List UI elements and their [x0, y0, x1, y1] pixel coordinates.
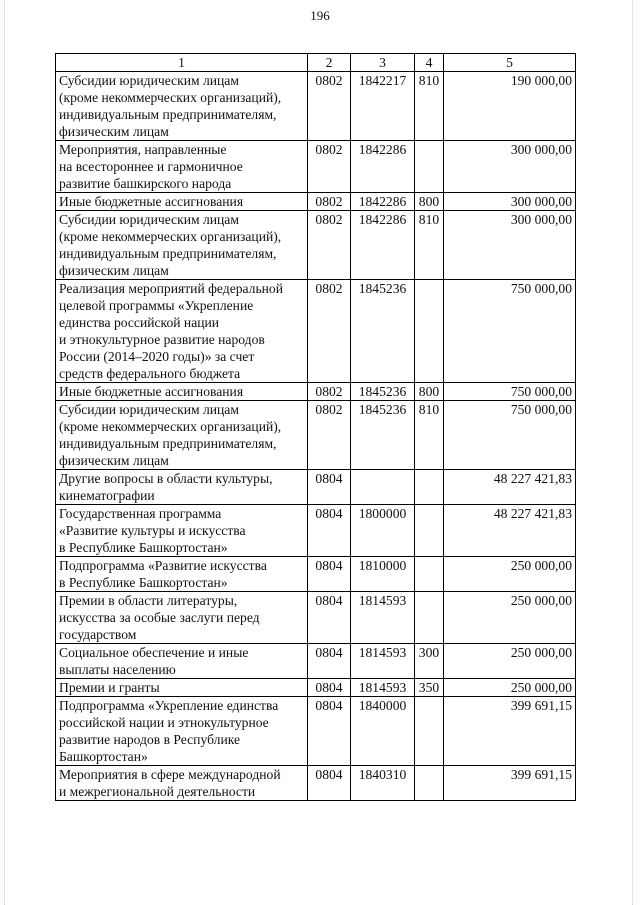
- row-target-code: 1842286: [351, 141, 415, 193]
- row-name-line: физическим лицам: [59, 263, 169, 278]
- table-row: [56, 193, 576, 211]
- header-row: [56, 54, 576, 72]
- row-target-code: 1840310: [351, 766, 415, 801]
- row-section: 0804: [308, 679, 351, 697]
- row-expense-type: [415, 280, 444, 383]
- row-section: 0804: [308, 644, 351, 679]
- row-name: [56, 766, 308, 801]
- row-target-code: 1840000: [351, 697, 415, 766]
- row-section: 0804: [308, 697, 351, 766]
- row-expense-type: 810: [415, 211, 444, 280]
- row-name: [56, 557, 308, 592]
- row-name-line: государством: [59, 627, 137, 642]
- table-row: [56, 211, 576, 280]
- row-target-code: 1800000: [351, 505, 415, 557]
- row-name: [56, 72, 308, 141]
- row-section: 0802: [308, 211, 351, 280]
- row-amount: 48 227 421,83: [444, 470, 576, 505]
- header-col-5: 5: [444, 54, 576, 72]
- row-expense-type: [415, 505, 444, 557]
- row-name-line: российской нации и этнокультурное: [59, 715, 269, 730]
- row-expense-type: [415, 141, 444, 193]
- row-amount: 250 000,00: [444, 557, 576, 592]
- row-expense-type: [415, 470, 444, 505]
- row-section: 0804: [308, 766, 351, 801]
- row-amount: 399 691,15: [444, 697, 576, 766]
- row-target-code: 1842286: [351, 193, 415, 211]
- table-row: [56, 470, 576, 505]
- row-name-line: России (2014–2020 годы)» за счет: [59, 349, 255, 364]
- row-expense-type: [415, 592, 444, 644]
- page-number: 196: [310, 8, 330, 23]
- row-expense-type: 810: [415, 72, 444, 141]
- table-row: [56, 679, 576, 697]
- row-section: 0802: [308, 193, 351, 211]
- table-row: [56, 557, 576, 592]
- header-col-1: 1: [56, 54, 308, 72]
- row-name-line: Премии и гранты: [59, 680, 160, 695]
- row-expense-type: [415, 557, 444, 592]
- row-name-line: Субсидии юридическим лицам: [59, 212, 239, 227]
- row-name-line: индивидуальным предпринимателям,: [59, 436, 277, 451]
- header-col-4: 4: [415, 54, 444, 72]
- row-amount: 300 000,00: [444, 211, 576, 280]
- row-name-line: в Республике Башкортостан»: [59, 540, 228, 555]
- row-amount: 190 000,00: [444, 72, 576, 141]
- row-name-line: искусства за особые заслуги перед: [59, 610, 260, 625]
- row-name-line: и этнокультурное развитие народов: [59, 332, 265, 347]
- table-row: [56, 280, 576, 383]
- row-name: [56, 141, 308, 193]
- table-body: [56, 72, 576, 801]
- row-name-line: в Республике Башкортостан»: [59, 575, 228, 590]
- row-section: 0802: [308, 141, 351, 193]
- row-expense-type: 300: [415, 644, 444, 679]
- row-name-line: единства российской нации: [59, 315, 220, 330]
- table-row: [56, 697, 576, 766]
- row-amount: 250 000,00: [444, 679, 576, 697]
- row-name: [56, 644, 308, 679]
- row-name-line: Иные бюджетные ассигнования: [59, 384, 244, 399]
- table-row: [56, 644, 576, 679]
- row-name-line: Другие вопросы в области культуры,: [59, 471, 273, 486]
- row-name: [56, 697, 308, 766]
- row-name: [56, 470, 308, 505]
- row-name-line: Мероприятия, направленные: [59, 142, 227, 157]
- table-row: [56, 383, 576, 401]
- row-name-line: (кроме некоммерческих организаций),: [59, 90, 282, 105]
- table-row: [56, 401, 576, 470]
- row-target-code: 1810000: [351, 557, 415, 592]
- header-col-3: 3: [351, 54, 415, 72]
- scan-edge-left: [4, 0, 6, 905]
- row-target-code: 1845236: [351, 401, 415, 470]
- row-amount: 750 000,00: [444, 280, 576, 383]
- row-amount: 250 000,00: [444, 592, 576, 644]
- row-name-line: Государственная программа: [59, 506, 222, 521]
- row-target-code: 1814593: [351, 679, 415, 697]
- row-name: [56, 280, 308, 383]
- row-amount: 300 000,00: [444, 141, 576, 193]
- row-name: [56, 679, 308, 697]
- row-name-line: целевой программы «Укрепление: [59, 298, 254, 313]
- table-row: [56, 72, 576, 141]
- row-name-line: Подпрограмма «Развитие искусства: [59, 558, 267, 573]
- row-target-code: 1842286: [351, 211, 415, 280]
- row-target-code: 1814593: [351, 644, 415, 679]
- row-section: 0804: [308, 470, 351, 505]
- row-name-line: Субсидии юридическим лицам: [59, 73, 239, 88]
- row-name-line: на всестороннее и гармоничное: [59, 159, 243, 174]
- row-name: [56, 505, 308, 557]
- row-expense-type: 810: [415, 401, 444, 470]
- row-name: [56, 383, 308, 401]
- row-name-line: и межрегиональной деятельности: [59, 784, 256, 799]
- table-row: [56, 766, 576, 801]
- row-target-code: [351, 470, 415, 505]
- row-name-line: физическим лицам: [59, 124, 169, 139]
- row-name-line: Премии в области литературы,: [59, 593, 238, 608]
- row-name-line: Иные бюджетные ассигнования: [59, 194, 244, 209]
- row-section: 0802: [308, 383, 351, 401]
- table-row: [56, 141, 576, 193]
- table-header: [56, 54, 576, 72]
- table-row: [56, 592, 576, 644]
- row-name: [56, 211, 308, 280]
- scan-edge-right: [632, 0, 634, 905]
- row-section: 0804: [308, 592, 351, 644]
- row-name-line: Башкортостан»: [59, 749, 148, 764]
- row-expense-type: [415, 697, 444, 766]
- row-name-line: индивидуальным предпринимателям,: [59, 107, 277, 122]
- row-name: [56, 193, 308, 211]
- row-target-code: 1845236: [351, 280, 415, 383]
- row-amount: 250 000,00: [444, 644, 576, 679]
- row-name-line: средств федерального бюджета: [59, 366, 241, 381]
- row-name-line: Реализация мероприятий федеральной: [59, 281, 284, 296]
- row-expense-type: 800: [415, 193, 444, 211]
- row-amount: 300 000,00: [444, 193, 576, 211]
- row-name-line: развитие башкирского народа: [59, 176, 232, 191]
- row-name-line: кинематографии: [59, 488, 155, 503]
- row-name-line: Субсидии юридическим лицам: [59, 402, 239, 417]
- row-section: 0802: [308, 401, 351, 470]
- row-expense-type: [415, 766, 444, 801]
- row-name-line: Социальное обеспечение и иные: [59, 645, 249, 660]
- row-name-line: Мероприятия в сфере международной: [59, 767, 281, 782]
- table-row: [56, 505, 576, 557]
- row-name-line: Подпрограмма «Укрепление единства: [59, 698, 279, 713]
- row-name-line: выплаты населению: [59, 662, 176, 677]
- row-name-line: развитие народов в Республике: [59, 732, 241, 747]
- row-expense-type: 350: [415, 679, 444, 697]
- row-name-line: индивидуальным предпринимателям,: [59, 246, 277, 261]
- row-section: 0804: [308, 557, 351, 592]
- row-name-line: «Развитие культуры и искусства: [59, 523, 246, 538]
- row-target-code: 1845236: [351, 383, 415, 401]
- row-amount: 48 227 421,83: [444, 505, 576, 557]
- row-section: 0802: [308, 72, 351, 141]
- row-target-code: 1814593: [351, 592, 415, 644]
- header-col-2: 2: [308, 54, 351, 72]
- row-target-code: 1842217: [351, 72, 415, 141]
- row-section: 0804: [308, 505, 351, 557]
- row-amount: 750 000,00: [444, 383, 576, 401]
- row-name: [56, 592, 308, 644]
- row-amount: 750 000,00: [444, 401, 576, 470]
- row-expense-type: 800: [415, 383, 444, 401]
- row-name: [56, 401, 308, 470]
- row-name-line: физическим лицам: [59, 453, 169, 468]
- row-amount: 399 691,15: [444, 766, 576, 801]
- row-name-line: (кроме некоммерческих организаций),: [59, 229, 282, 244]
- row-name-line: (кроме некоммерческих организаций),: [59, 419, 282, 434]
- budget-table: [55, 53, 576, 801]
- row-section: 0802: [308, 280, 351, 383]
